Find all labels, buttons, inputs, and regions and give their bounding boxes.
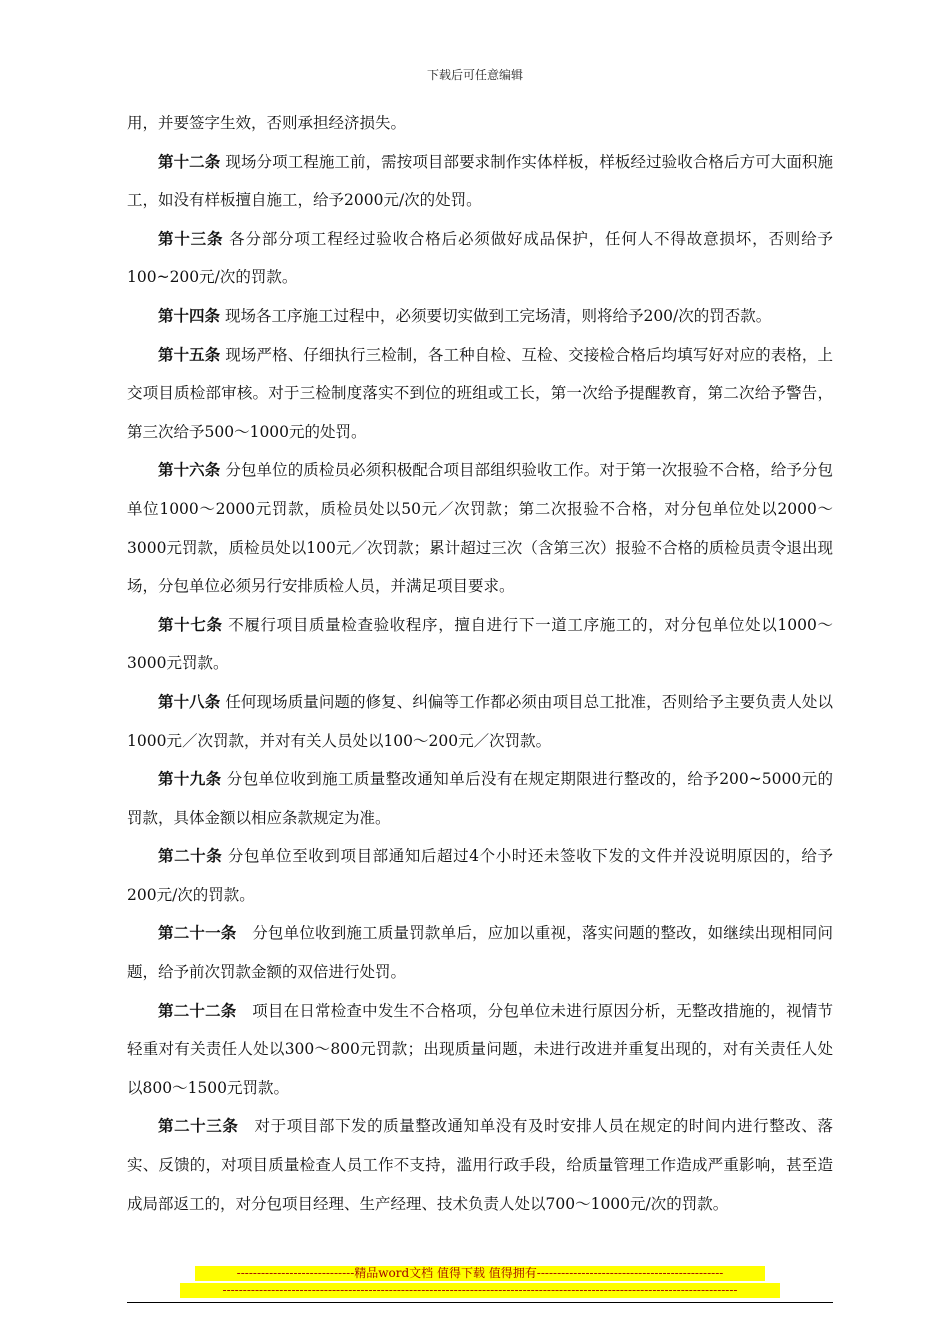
article-paragraph bbox=[127, 837, 833, 914]
article-paragraph bbox=[127, 683, 833, 760]
article-text: 分包单位收到施工质量罚款单后，应加以重视，落实问题的整改，如继续出现相同问题，给予前次罚款金额的双倍进行处罚。 bbox=[127, 924, 833, 982]
article-title: 第十八条 bbox=[158, 691, 221, 711]
article-text: 各分部分项工程经过验收合格后必须做好成品保护，任何人不得故意损坏，否则给予100~200元/次的罚款。 bbox=[127, 229, 833, 287]
article-paragraph bbox=[127, 1107, 833, 1223]
page-header-note: 下载后可任意编辑 bbox=[426, 68, 523, 82]
article-title: 第十四条 bbox=[158, 305, 221, 325]
footer-divider bbox=[127, 1302, 833, 1303]
document-body bbox=[127, 104, 833, 1223]
article-title: 第十五条 bbox=[158, 344, 221, 364]
article-text: 分包单位至收到项目部通知后超过4个小时还未签收下发的文件并没说明原因的，给予200元/次的罚款。 bbox=[127, 847, 833, 904]
footer-banner-line-1: -----------------------------精品word文档 值得下载 值得拥有---------------------------------------------- bbox=[195, 1266, 765, 1281]
article-title: 第二十条 bbox=[158, 846, 223, 866]
article-list bbox=[127, 143, 833, 1224]
opening-line: 用，并要签字生效，否则承担经济损失。 bbox=[127, 114, 407, 132]
article-text: 任何现场质量问题的修复、纠偏等工作都必须由项目总工批准，否则给予主要负责人处以1000元／次罚款，并对有关人员处以100～200元／次罚款。 bbox=[127, 692, 833, 750]
article-title: 第二十三条 bbox=[158, 1116, 239, 1136]
footer-banner-line-2: ------------------------------------------------------------------------------------------------------------------------------- bbox=[180, 1283, 780, 1298]
article-text: 不履行项目质量检查验收程序，擅自进行下一道工序施工的，对分包单位处以1000～3000元罚款。 bbox=[127, 615, 833, 673]
article-paragraph bbox=[127, 451, 833, 605]
article-text: 分包单位收到施工质量整改通知单后没有在规定期限进行整改的，给予200~5000元的罚款，具体金额以相应条款规定为准。 bbox=[127, 770, 833, 827]
article-title: 第十六条 bbox=[158, 460, 221, 480]
article-text: 项目在日常检查中发生不合格项，分包单位未进行原因分析，无整改措施的，视情节轻重对有关责任人处以300～800元罚款；出现质量问题，未进行改进并重复出现的，对有关责任人处以800～1500元罚款。 bbox=[127, 1001, 833, 1097]
article-paragraph bbox=[127, 606, 833, 683]
article-title: 第十二条 bbox=[158, 151, 221, 171]
article-paragraph bbox=[127, 760, 833, 837]
article-title: 第十七条 bbox=[158, 614, 223, 634]
article-title: 第十三条 bbox=[158, 228, 224, 248]
article-title: 第十九条 bbox=[158, 769, 222, 789]
article-paragraph bbox=[127, 220, 833, 297]
article-title: 第二十一条 bbox=[158, 923, 237, 943]
article-title: 第二十二条 bbox=[158, 1000, 237, 1020]
article-text: 现场各工序施工过程中，必须要切实做到工完场清，则将给予200/次的罚否款。 bbox=[224, 306, 772, 325]
article-text: 分包单位的质检员必须积极配合项目部组织验收工作。对于第一次报验不合格，给予分包单位1000～2000元罚款，质检员处以50元／次罚款；第二次报验不合格，对分包单位处以2000～3000元罚款，质检员处以100元／次罚款；累计超过三次（含第三次）报验不合格的质检员责令退出现场，分包单位必须另行安排质检人员，并满足项目要求。 bbox=[127, 461, 833, 596]
article-paragraph bbox=[127, 914, 833, 991]
article-text: 现场严格、仔细执行三检制，各工种自检、互检、交接检合格后均填写好对应的表格，上交项目质检部审核。对于三检制度落实不到位的班组或工长，第一次给予提醒教育，第二次给予警告，第三次给予500～1000元的处罚。 bbox=[127, 345, 833, 441]
article-paragraph bbox=[127, 992, 833, 1108]
article-paragraph bbox=[127, 297, 833, 336]
article-paragraph bbox=[127, 143, 833, 220]
article-text: 对于项目部下发的质量整改通知单没有及时安排人员在规定的时间内进行整改、落实、反馈的，对项目质量检查人员工作不支持，滥用行政手段，给质量管理工作造成严重影响，甚至造成局部返工的，对分包项目经理、生产经理、技术负责人处以700～1000元/次的罚款。 bbox=[127, 1117, 833, 1213]
article-paragraph bbox=[127, 336, 833, 452]
article-text: 现场分项工程施工前，需按项目部要求制作实体样板，样板经过验收合格后方可大面积施工，如没有样板擅自施工，给予2000元/次的处罚。 bbox=[127, 152, 833, 210]
